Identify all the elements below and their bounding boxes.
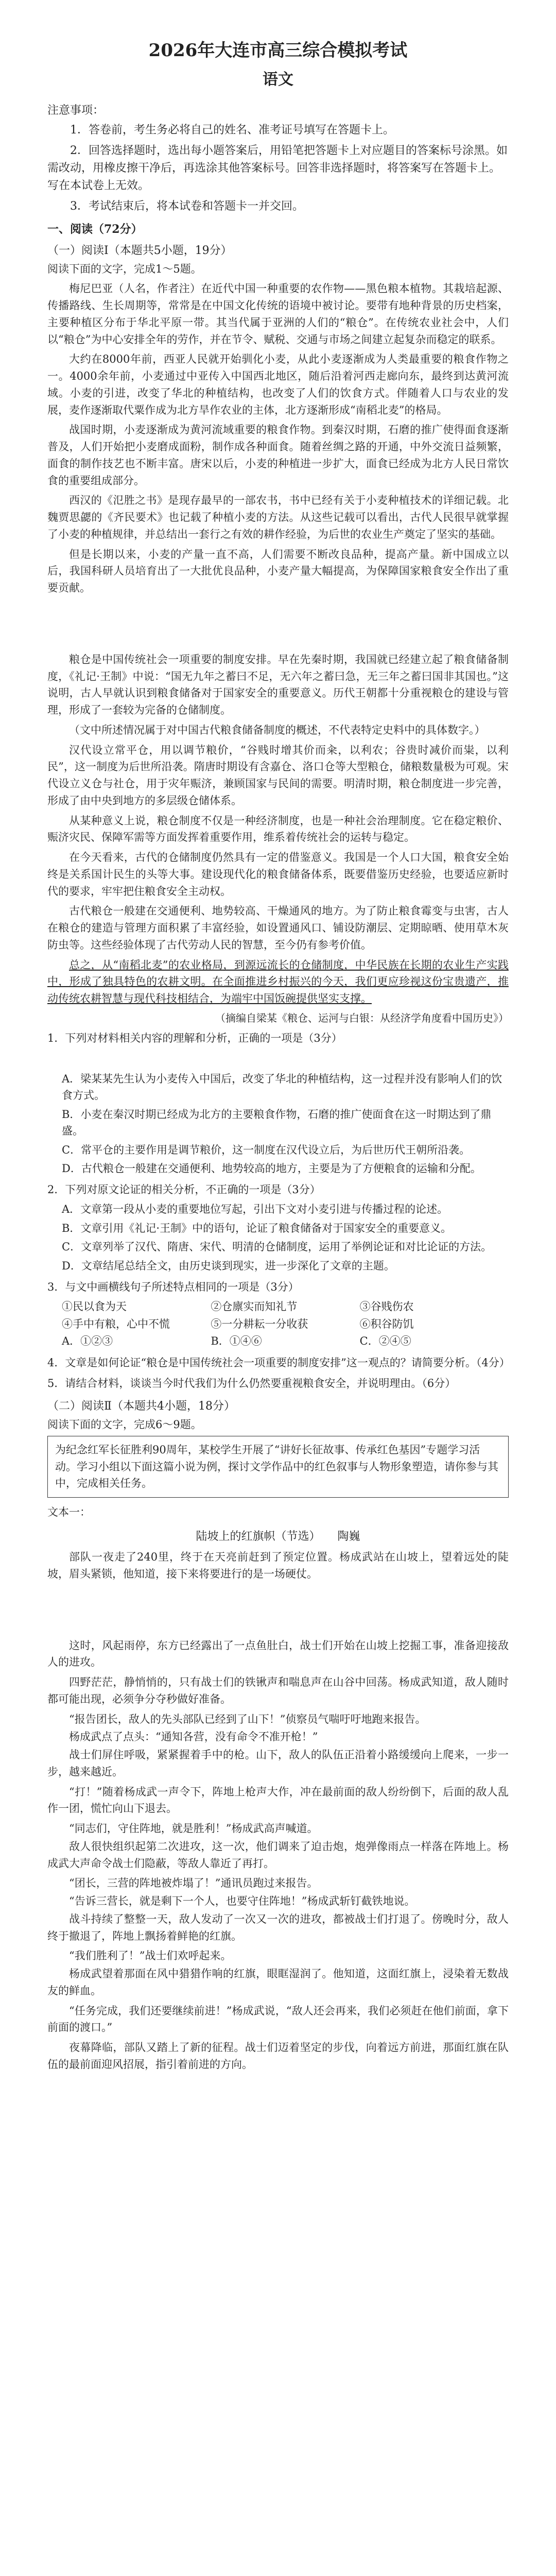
question-3: 3．与文中画横线句子所述特点相同的一项是（3分）: [47, 1280, 299, 1293]
story-paragraph: 杨成武望着那面在风中猎猎作响的红旗，眼眶湿润了。他知道，这面红旗上，浸染着无数战友的鲜血。: [47, 1968, 509, 1997]
blank-space: [47, 600, 509, 651]
item: ⑥积谷防饥: [359, 1317, 414, 1330]
story-paragraph: “同志们，守住阵地，就是胜利！”杨成武高声喊道。: [69, 1822, 318, 1835]
story-paragraph: 夜幕降临，部队又踏上了新的征程。战士们迈着坚定的步伐，向着远方前进，那面红旗在队伍的最前面迎风招展，指引着前进的方向。: [47, 2041, 509, 2071]
text-label: 文本一：: [47, 1505, 91, 1518]
notice-item: 1．答卷前，考生务必将自己的姓名、准考证号填写在答题卡上。: [70, 124, 394, 137]
item: ③谷贱伤农: [359, 1300, 414, 1313]
exam-subject: 语文: [263, 71, 293, 89]
story-paragraph: “我们胜利了！”战士们欢呼起来。: [69, 1950, 232, 1962]
story-paragraph: 部队一夜走了240里，终于在天亮前赶到了预定位置。杨成武站在山坡上，望着远处的陡坡，眉头紧锁，他知道，接下来将要进行的是一场硬仗。: [47, 1551, 509, 1580]
story-paragraph: 杨成武点了点头：“通知各营，没有命令不准开枪！”: [69, 1731, 318, 1743]
passage-paragraph: 西汉的《氾胜之书》是现存最早的一部农书，书中已经有关于小麦种植技术的详细记载。北魏贾思勰的《齐民要术》也记载了种植小麦的方法。从这些记载可以看出，古代人民很早就掌握了小麦的种植规律，并总结出一套行之有效的耕作经验，为后世的农业生产奠定了坚实的基础。: [47, 494, 509, 540]
question-option: A．梁某某先生认为小麦传入中国后，改变了华北的种植结构，这一过程并没有影响人们的饮食方式。: [62, 1072, 502, 1102]
passage-paragraph: （文中所述情况属于对中国古代粮食储备制度的概述，不代表特定史料中的具体数字。）: [69, 723, 485, 736]
notice-item: 2．回答选择题时，选出每小题答案后，用铅笔把答题卡上对应题目的答案标号涂黑。如需改动，用橡皮擦干净后，再选涂其他答案标号。回答非选择题时，将答案写在答题卡上。写在本试卷上无效。: [47, 144, 508, 193]
choice: A．①②③: [62, 1335, 113, 1348]
question-option: D．文章结尾总结全文，由历史谈到现实，进一步深化了文章的主题。: [62, 1259, 395, 1272]
item: ①民以食为天: [62, 1300, 127, 1313]
question-2: 2．下列对原文论证的相关分析，不正确的一项是（3分）: [47, 1183, 321, 1196]
blank-space: [47, 1050, 509, 1071]
passage-paragraph-underlined: 总之，从“南稻北麦”的农业格局，到源远流长的仓储制度，中华民族在长期的农业生产实践中，形成了独具特色的农耕文明。在全面推进乡村振兴的今天，我们更应珍视这份宝贵遗产，推动传统农耕智慧与现代科技相结合，为端牢中国饭碗提供坚实支撑。: [47, 958, 509, 1005]
exam-title: 2026年大连市高三综合模拟考试: [148, 40, 408, 61]
question-3-items: [62, 1298, 509, 1350]
question-4: 4．文章是如何论证“粮仓是中国传统社会一项重要的制度安排”这一观点的？请简要分析。（4分）: [47, 1356, 510, 1369]
item: ②仓廪实而知礼节: [211, 1300, 298, 1313]
choice: C．②④⑤: [359, 1335, 411, 1348]
story-paragraph: 战士们屏住呼吸，紧紧握着手中的枪。山下，敌人的队伍正沿着小路缓缓向上爬来，一步一步，越来越近。: [47, 1749, 509, 1778]
passage-paragraph: 汉代设立常平仓，用以调节粮价，“谷贱时增其价而籴，以利农；谷贵时减价而粜，以利民”，这一制度为后世所沿袭。隋唐时期设有含嘉仓、洛口仓等大型粮仓，储粮数量极为可观。宋代设立义仓与社仓，用于灾年赈济，兼顾国家与民间的需要。明清时期，粮仓制度进一步完善，形成了由中央到地方的多层级仓储体系。: [47, 743, 509, 807]
sec1-title: （一）阅读Ⅰ（本题共5小题，19分）: [47, 244, 232, 258]
story-paragraph: 这时，风起雨停，东方已经露出了一点鱼肚白，战士们开始在山坡上挖掘工事，准备迎接敌人的进攻。: [47, 1639, 509, 1669]
passage-paragraph: 但是长期以来，小麦的产量一直不高，人们需要不断改良品种，提高产量。新中国成立以后，我国科研人员培育出了一大批优良品种，小麦产量大幅提高，为保障国家粮食安全作出了重要贡献。: [47, 548, 509, 595]
story-paragraph: “团长，三营的阵地被炸塌了！”通讯员跑过来报告。: [69, 1877, 318, 1890]
context-box: 为纪念红军长征胜利90周年，某校学生开展了“讲好长征故事、传承红色基因”专题学习活动。学习小组以下面这篇小说为例，探讨文学作品中的红色叙事与人物形象塑造，请你参与其中，完成相关任务。: [47, 1436, 509, 1498]
sec2-instruction: 阅读下面的文字，完成6～9题。: [47, 1418, 202, 1431]
source-note: （摘编自梁某《粮仓、运河与白银：从经济学角度看中国历史》）: [215, 1011, 509, 1024]
question-1: 1．下列对材料相关内容的理解和分析，正确的一项是（3分）: [47, 1031, 342, 1044]
blank-space: [47, 1586, 509, 1637]
story-paragraph: “打！”随着杨成武一声令下，阵地上枪声大作，冲在最前面的敌人纷纷倒下，后面的敌人乱作一团，慌忙向山下退去。: [47, 1785, 509, 1815]
passage-paragraph: 战国时期，小麦逐渐成为黄河流域重要的粮食作物。到秦汉时期，石磨的推广使得面食逐渐普及，人们开始把小麦磨成面粉，制作成各种面食。随着丝绸之路的开通，中外交流日益频繁，面食的制作技艺也不断丰富。唐宋以后，小麦的种植进一步扩大，面食已经成为北方人民日常饮食的重要组成部分。: [47, 423, 509, 487]
question-option: C．常平仓的主要作用是调节粮价，这一制度在汉代设立后，为后世历代王朝所沿袭。: [62, 1143, 471, 1156]
passage-paragraph: 从某种意义上说，粮仓制度不仅是一种经济制度，也是一种社会治理制度。它在稳定粮价、赈济灾民、保障军需等方面发挥着重要作用，维系着传统社会的运转与稳定。: [47, 814, 509, 844]
passage-paragraph: 粮仓是中国传统社会一项重要的制度安排。早在先秦时期，我国就已经建立起了粮食储备制度，《礼记·王制》中说：“国无九年之蓄曰不足，无六年之蓄曰急，无三年之蓄曰国非其国也。”这说明，古人早就认识到粮食储备对于国家安全的重要意义。历代王朝都十分重视粮仓的建设与管理，形成了一套较为完备的仓储制度。: [47, 653, 509, 717]
item: ⑤一分耕耘一分收获: [211, 1317, 308, 1330]
question-option: C．文章列举了汉代、隋唐、宋代、明清的仓储制度，运用了举例论证和对比论证的方法。: [62, 1241, 492, 1253]
part1-title: 一、阅读（72分）: [47, 223, 143, 236]
passage-paragraph: 古代粮仓一般建在交通便利、地势较高、干燥通风的地方。为了防止粮食霉变与虫害，古人在粮仓的建造与管理方面积累了丰富经验，如设置通风口、铺设防潮层、定期晾晒、使用草木灰防虫等。这些经验体现了古代劳动人民的智慧，至今仍有参考价值。: [47, 905, 509, 951]
story-paragraph: 敌人很快组织起第二次进攻，这一次，他们调来了迫击炮，炮弹像雨点一样落在阵地上。杨成武大声命令战士们隐蔽，等敌人靠近了再打。: [47, 1840, 509, 1870]
story-paragraph: 战斗持续了整整一天，敌人发动了一次又一次的进攻，都被战士们打退了。傍晚时分，敌人终于撤退了，阵地上飘扬着鲜艳的红旗。: [47, 1912, 509, 1942]
story-title: 陆坡上的红旗帜（节选） 陶巍: [196, 1530, 360, 1544]
passage-paragraph: 大约在8000年前，西亚人民就开始驯化小麦，从此小麦逐渐成为人类最重要的粮食作物之一。4000余年前，小麦通过中亚传入中国西北地区，随后沿着河西走廊向东，最终到达黄河流域。小麦的引进，改变了华北的种植结构，也改变了人们的饮食方式。伴随着人口与农业的发展，麦作逐渐取代粟作成为北方旱作农业的主体，北方逐渐形成“南稻北麦”的格局。: [47, 353, 509, 416]
notice-item: 3．考试结束后，将本试卷和答题卡一并交回。: [70, 200, 304, 213]
question-5: 5．请结合材料，谈谈当今时代我们为什么仍然要重视粮食安全，并说明理由。（6分）: [47, 1377, 456, 1390]
item: ④手中有粮，心中不慌: [62, 1317, 170, 1330]
notice-heading: 注意事项：: [47, 104, 105, 117]
question-option: D．古代粮仓一般建在交通便利、地势较高的地方，主要是为了方便粮食的运输和分配。: [62, 1162, 481, 1175]
sec2-title: （二）阅读Ⅱ（本题共4小题，18分）: [47, 1399, 235, 1413]
story-paragraph: “任务完成，我们还要继续前进！”杨成武说，“敌人还会再来，我们必须赶在他们前面，拿下前面的渡口。”: [47, 2004, 509, 2034]
sec1-instruction: 阅读下面的文字，完成1～5题。: [47, 263, 202, 276]
question-option: A．文章第一段从小麦的重要地位写起，引出下文对小麦引进与传播过程的论述。: [62, 1203, 448, 1216]
passage-paragraph: 梅尼巴亚（人名，作者注）在近代中国一种重要的农作物——黑色粮本植物。其栽培起源、传播路线、生长周期等，常常是在中国文化传统的语境中被讨论。要带有地种背景的历史档案，主要种植区分布于华北平原一带。其当代属于亚洲的人们的“粮仓”。在传统农业社会中，人们以“粮仓”为中心安排全年的劳作，并在节令、赋税、交通与市场之间建立起复杂而稳定的联系。: [47, 282, 509, 346]
question-option: B．小麦在秦汉时期已经成为北方的主要粮食作物，石磨的推广使面食在这一时期达到了鼎盛。: [62, 1108, 492, 1138]
story-paragraph: “告诉三营长，就是剩下一个人，也要守住阵地！”杨成武斩钉截铁地说。: [69, 1895, 415, 1908]
passage-paragraph: 在今天看来，古代的仓储制度仍然具有一定的借鉴意义。我国是一个人口大国，粮食安全始终是关系国计民生的头等大事。建设现代化的粮食储备体系，既要借鉴历史经验，也要适应新时代的要求，牢牢把住粮食安全主动权。: [47, 851, 509, 897]
question-option: B．文章引用《礼记·王制》中的语句，论证了粮食储备对于国家安全的重要意义。: [62, 1222, 452, 1234]
story-paragraph: “报告团长，敌人的先头部队已经到了山下！”侦察员气喘吁吁地跑来报告。: [69, 1713, 426, 1725]
story-paragraph: 四野茫茫，静悄悄的，只有战士们的铁锹声和喘息声在山谷中回荡。杨成武知道，敌人随时都可能出现，必须争分夺秒做好准备。: [47, 1676, 509, 1705]
choice: B．①④⑥: [211, 1335, 262, 1348]
